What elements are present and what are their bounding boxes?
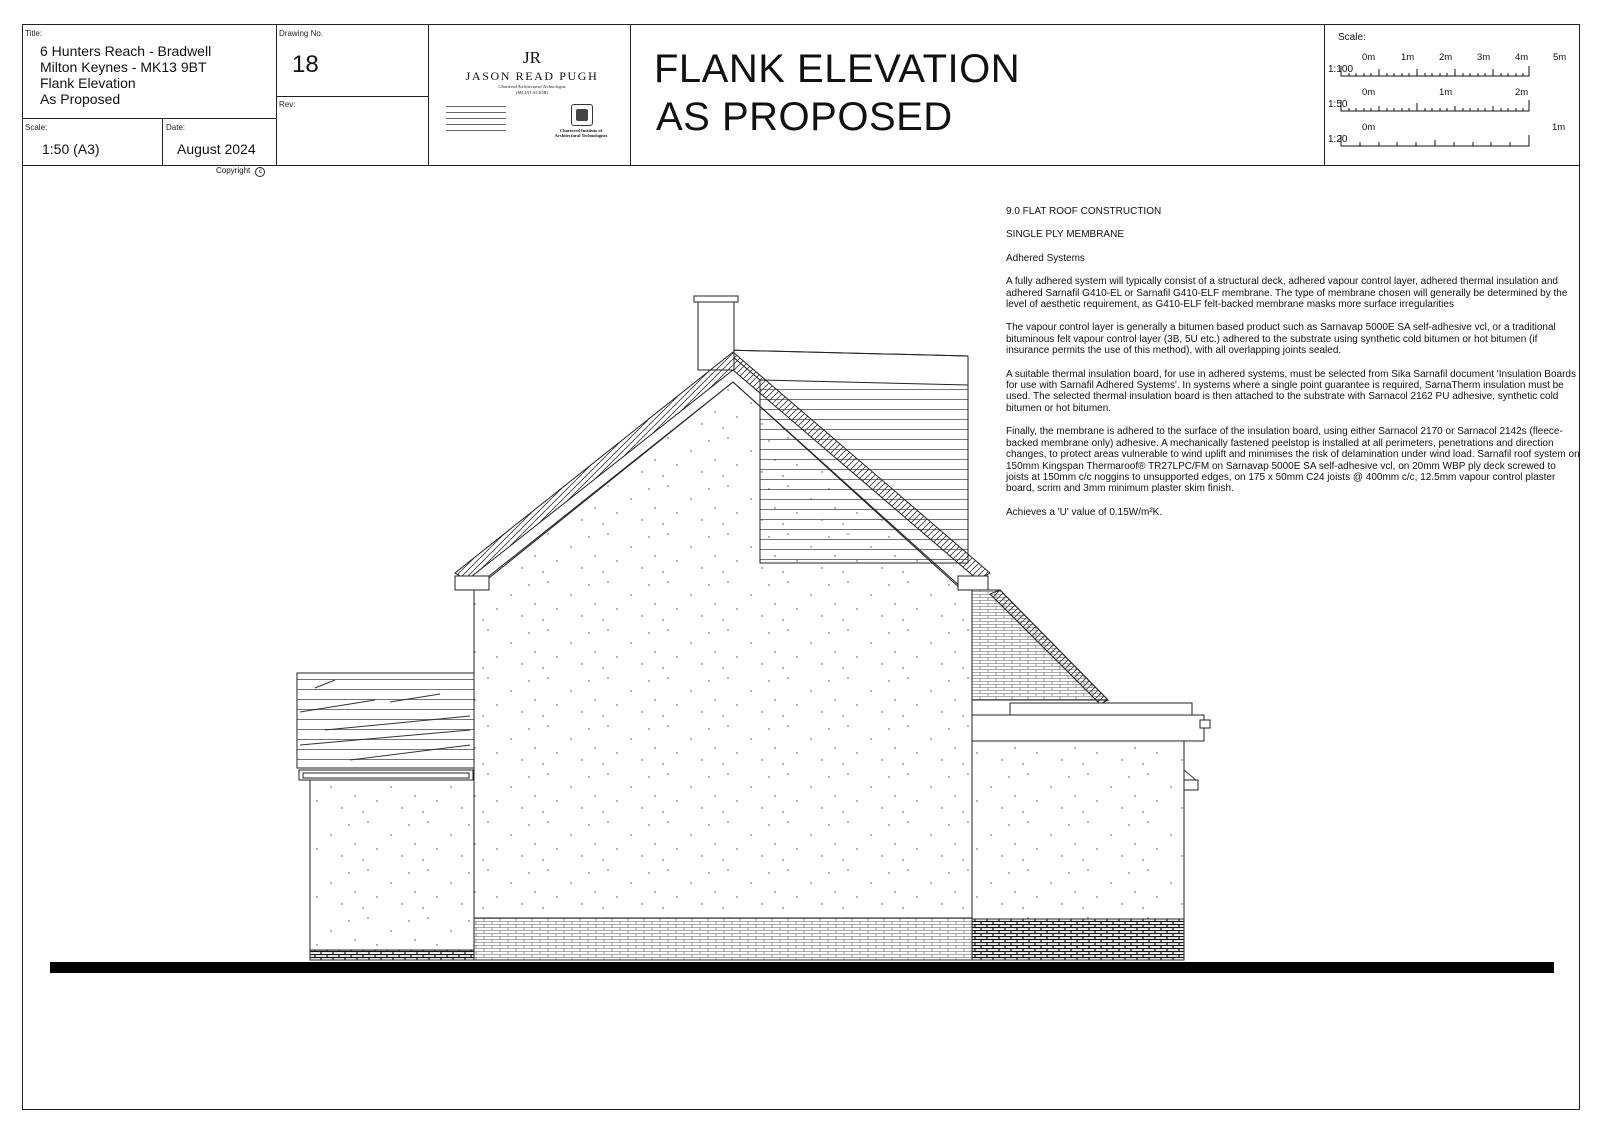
scale-ratio-1-20: 1:20 [1328,134,1348,145]
notes-subheading: SINGLE PLY MEMBRANE [1006,229,1124,241]
scale-ratio-1-50: 1:50 [1328,99,1348,110]
notes-para-1: A fully adhered system will typically consist of a structural deck, adhered vapour control layer, adhered thermal insulation and adhered Sarnafil G410-EL or Sarnafil G410-ELF membrane. The type of membrane chosen will generally be determined by the level of aesthetic requirement, as G410-ELF felt-backed membrane masks more surface irregularities [1006,276,1568,311]
institute-name: Chartered Institute of Architectural Technologists [554,128,608,138]
drawing-title-line-2: AS PROPOSED [656,95,953,139]
logo-credentials: (MCIAT ACIOB) [516,90,548,95]
drawing-no-label: Drawing No. [279,29,324,38]
date-label: Date: [166,123,186,132]
scale-tick-50-0: 0m [1362,87,1376,98]
title-label: Title: [25,29,43,38]
notes-heading: 9.0 FLAT ROOF CONSTRUCTION [1006,206,1162,217]
scale-tick-100-5: 5m [1553,52,1567,63]
scale-label: Scale: [25,123,48,132]
scale-bars-label: Scale: [1338,32,1366,43]
scale-ratio-1-100: 1:100 [1328,64,1354,75]
rev-label: Rev: [279,100,296,109]
title-line-4: As Proposed [40,91,121,107]
scale-value: 1:50 (A3) [42,141,100,157]
date-value: August 2024 [177,141,256,157]
copyright-text: Copyright [216,166,251,175]
scale-tick-100-1: 1m [1401,52,1415,63]
logo-tagline: Chartered Architectural Technologist [498,84,566,89]
scale-tick-100-2: 2m [1439,52,1453,63]
notes-para-3: A suitable thermal insulation board, for use in adhered systems, must be selected from Sika Sarnafil document 'Insulation Boards for use with Sarnafil Adhered Systems'. In systems where a single point guarantee is required, SarnaTherm insulation must be used. The selected thermal insulation board is then attached to the substrate with Sarnacol 2162 PU adhesive, synthetic cold bitumen or hot bitumen. [1006,368,1576,414]
title-line-3: Flank Elevation [40,75,136,91]
scale-tick-50-2: 2m [1515,87,1529,98]
drawing-title-line-1: FLANK ELEVATION [654,47,1021,91]
scale-tick-100-0: 0m [1362,52,1376,63]
notes-para-4: Finally, the membrane is adhered to the surface of the insulation board, using either Sarnacol 2170 or Sarnacol 2142s (fleece-backed membrane only) adhesive. A mechanically fastened peelstop is installed at all perimeters, penetrations and direction changes, to protect areas vulnerable to wind uplift and minimises the risk of delamination under wind load. Sarnafil roof system on 150mm Kingspan Thermaroof® TR27LPC/FM on Sarnavap 5000E SA self-adhesive vcl, on 20mm WBP ply deck screwed to joists at 150mm c/c noggins to unsupported edges, on 175 x 50mm C24 joists @ 400mm c/c, 12.5mm vapour control plaster board, scrim and 3mm minimum plaster skim finish. [1006,426,1580,495]
drawing-number: 18 [292,51,319,78]
scale-tick-20-0: 0m [1362,122,1376,133]
scale-tick-100-4: 4m [1515,52,1529,63]
scale-tick-20-1: 1m [1552,122,1566,133]
scale-tick-100-3: 3m [1477,52,1491,63]
title-line-1: 6 Hunters Reach - Bradwell [40,43,212,59]
logo-name: JASON READ PUGH [465,69,599,83]
notes-u-value: Achieves a 'U' value of 0.15W/m²K. [1006,506,1163,518]
notes-para-2: The vapour control layer is generally a bitumen based product such as Sarnavap 5000E SA self-adhesive vcl, or a traditional bituminous felt vapour control layer (3B, 5U etc.) adhered to the substrate using synthetic cold bitumen or hot bitumen (if insurance permits the use of this method), with all overlapping joints sealed. [1006,322,1556,357]
scale-tick-50-1: 1m [1439,87,1453,98]
ground-line [50,962,1554,973]
logo-monogram: JR [523,48,541,67]
title-line-2: Milton Keynes - MK13 9BT [40,59,207,75]
copyright-icon: c [255,167,265,177]
notes-system: Adhered Systems [1006,252,1085,264]
